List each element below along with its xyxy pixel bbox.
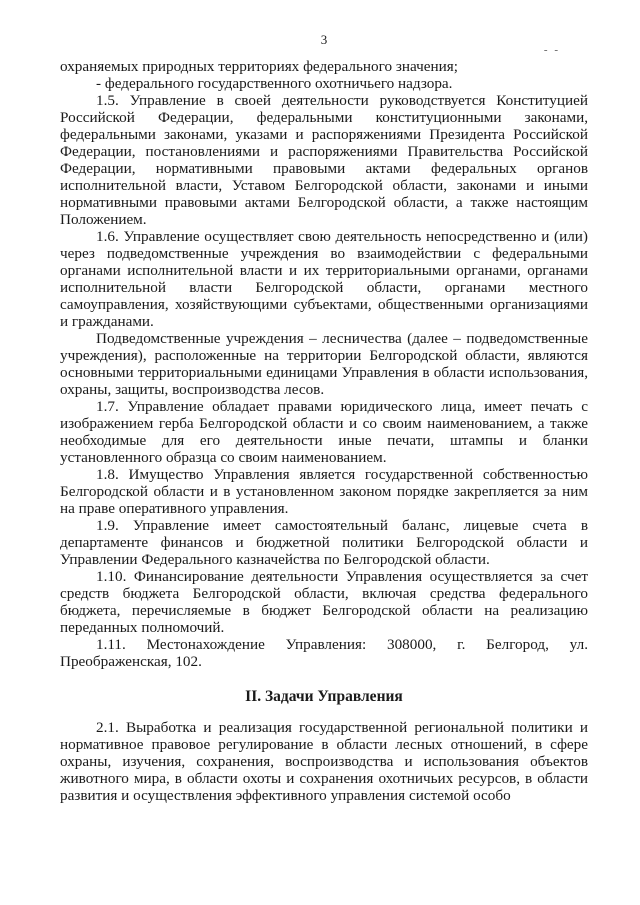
paragraph-subordinate-institutions: Подведомственные учреждения – лесничества (далее – подведомственные учреждения), расположенные на территории Белгородской области, являются основными территориальными единицами Управления в области использования, охраны, защиты, воспроизводства лесов. — [60, 330, 588, 398]
page-number: 3 — [320, 32, 328, 47]
paragraph-1-8: 1.8. Имущество Управления является государственной собственностью Белгородской области и в установленном законом порядке закрепляется за ним на праве оперативного управления. — [60, 466, 588, 517]
paragraph-1-9: 1.9. Управление имеет самостоятельный баланс, лицевые счета в департаменте финансов и бюджетной политики Белгородской области и Управлении Федерального казначейства по Белгородской области. — [60, 517, 588, 568]
paragraph-1-10: 1.10. Финансирование деятельности Управления осуществляется за счет средств бюджета Белгородской области, включая средства федерального бюджета, перечисляемые в бюджет Белгородской области на реализацию переданных полномочий. — [60, 568, 588, 636]
paragraph-continuation: охраняемых природных территориях федерального значения; — [60, 58, 458, 75]
paragraph-hunting-supervision: - федерального государственного охотничьего надзора. — [96, 75, 453, 92]
paragraph-1-7: 1.7. Управление обладает правами юридического лица, имеет печать с изображением герба Белгородской области и со своим наименованием, а также необходимые для его деятельности иные печати, штампы и бланки установленного образца со своим наименованием. — [60, 398, 588, 466]
paragraph-1-5: 1.5. Управление в своей деятельности руководствуется Конституцией Российской Федерации, федеральными конституционными законами, федеральными законами, указами и распоряжениями Президента Российской Федерации, постановлениями и распоряжениями Правительства Российской Федерации, нормативными правовыми актами федеральных органов исполнительной власти, Уставом Белгородской области, законами и иными нормативными правовыми актами Белгородской области, а также настоящим Положением. — [60, 92, 588, 228]
paragraph-1-11: 1.11. Местонахождение Управления: 308000, г. Белгород, ул. Преображенская, 102. — [60, 636, 588, 670]
document-body — [60, 58, 588, 804]
paragraph-2-1: 2.1. Выработка и реализация государственной региональной политики и нормативное правовое регулирование в области лесных отношений, в сфере охраны, изучения, сохранения, воспроизводства и использования объектов животного мира, в области охоты и сохранения охотничьих ресурсов, в области развития и осуществления эффективного управления системой особо — [60, 719, 588, 804]
paragraph-1-6: 1.6. Управление осуществляет свою деятельность непосредственно и (или) через подведомственные учреждения во взаимодействии с федеральными органами исполнительной власти и их территориальными органами, органами исполнительной власти Белгородской области, органами местного самоуправления, хозяйствующими субъектами, общественными организациями и гражданами. — [60, 228, 588, 330]
scan-mark: - - — [543, 44, 560, 56]
section-title: II. Задачи Управления — [245, 688, 403, 705]
